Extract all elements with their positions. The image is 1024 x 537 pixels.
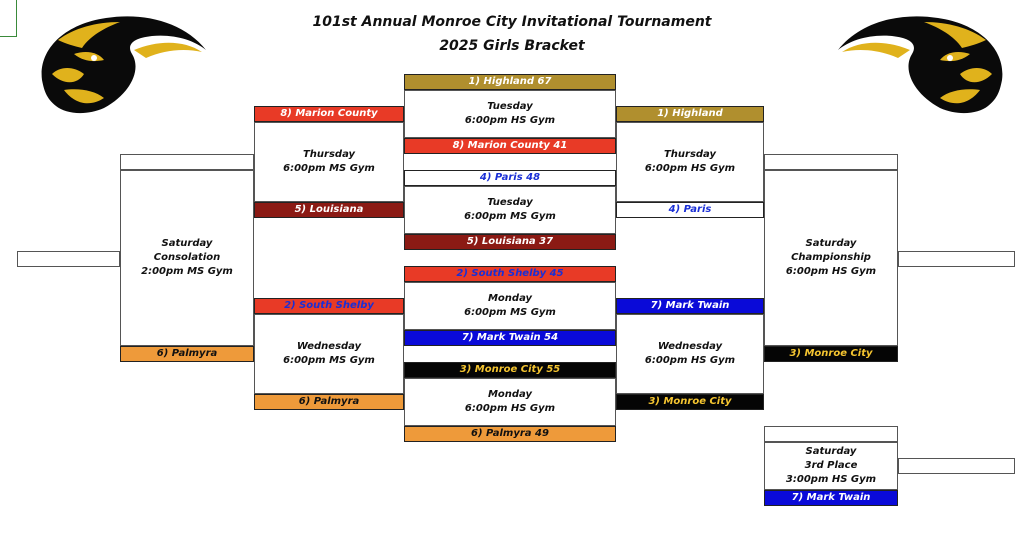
r1-game2-time: 6:00pm MS Gym xyxy=(464,211,556,222)
cons-semi1-time: 6:00pm MS Gym xyxy=(283,163,375,174)
corner-frame xyxy=(0,0,17,37)
r1-game2-team-top: 4) Paris 48 xyxy=(404,170,616,186)
win-semi2-team-a: 7) Mark Twain xyxy=(616,298,764,314)
win-semi1-team-b: 4) Paris xyxy=(616,202,764,218)
cons-semi1-day: Thursday xyxy=(302,149,356,160)
cons-final-team-a-slot xyxy=(120,154,254,170)
win-semi1-team-a: 1) Highland xyxy=(616,106,764,122)
win-semi2-day: Wednesday xyxy=(657,341,723,352)
third-place-team-b: 7) Mark Twain xyxy=(764,490,898,506)
championship-team-b: 3) Monroe City xyxy=(764,346,898,362)
win-semi1-day: Thursday xyxy=(663,149,717,160)
r1-game4-info xyxy=(404,378,616,426)
championship-label: Championship xyxy=(791,252,871,263)
win-semi1-info xyxy=(616,122,764,202)
cons-final-label: Consolation xyxy=(153,252,221,263)
third-place-team-a-slot xyxy=(764,426,898,442)
cons-semi1-team-b: 5) Louisiana xyxy=(254,202,404,218)
r1-game3-time: 6:00pm MS Gym xyxy=(464,307,556,318)
third-place-info xyxy=(764,442,898,490)
cons-semi2-info xyxy=(254,314,404,394)
win-semi2-team-b: 3) Monroe City xyxy=(616,394,764,410)
panther-logo-right-icon xyxy=(830,10,1010,120)
cons-semi2-team-a: 2) South Shelby xyxy=(254,298,404,314)
cons-semi1-info xyxy=(254,122,404,202)
championship-team-a-slot xyxy=(764,154,898,170)
third-place-time: 3:00pm HS Gym xyxy=(785,474,877,485)
r1-game4-team-bottom: 6) Palmyra 49 xyxy=(404,426,616,442)
third-place-winner-slot xyxy=(898,458,1015,474)
win-semi1-time: 6:00pm HS Gym xyxy=(644,163,736,174)
r1-game3-team-top: 2) South Shelby 45 xyxy=(404,266,616,282)
championship-info xyxy=(764,170,898,346)
r1-game4-time: 6:00pm HS Gym xyxy=(464,403,556,414)
championship-day: Saturday xyxy=(805,238,857,249)
r1-game1-time: 6:00pm HS Gym xyxy=(464,115,556,126)
championship-time: 6:00pm HS Gym xyxy=(785,266,877,277)
cons-semi2-day: Wednesday xyxy=(296,341,362,352)
panther-logo-left-icon xyxy=(34,10,214,120)
r1-game4-day: Monday xyxy=(487,389,533,400)
cons-semi2-team-b: 6) Palmyra xyxy=(254,394,404,410)
r1-game4-team-top: 3) Monroe City 55 xyxy=(404,362,616,378)
page-title: 101st Annual Monroe City Invitational Tournament xyxy=(312,14,712,30)
cons-final-info xyxy=(120,170,254,346)
r1-game1-day: Tuesday xyxy=(487,101,533,112)
cons-semi1-team-a: 8) Marion County xyxy=(254,106,404,122)
r1-game1-team-top: 1) Highland 67 xyxy=(404,74,616,90)
win-semi2-time: 6:00pm HS Gym xyxy=(644,355,736,366)
cons-champion-slot xyxy=(17,251,120,267)
cons-final-day: Saturday xyxy=(161,238,213,249)
cons-final-time: 2:00pm MS Gym xyxy=(141,266,233,277)
cons-semi2-time: 6:00pm MS Gym xyxy=(283,355,375,366)
cons-final-team-b: 6) Palmyra xyxy=(120,346,254,362)
r1-game2-team-bottom: 5) Louisiana 37 xyxy=(404,234,616,250)
win-semi2-info xyxy=(616,314,764,394)
r1-game1-team-bottom: 8) Marion County 41 xyxy=(404,138,616,154)
r1-game3-day: Monday xyxy=(487,293,533,304)
third-place-day: Saturday xyxy=(805,446,857,457)
r1-game3-info xyxy=(404,282,616,330)
champion-slot xyxy=(898,251,1015,267)
r1-game2-day: Tuesday xyxy=(487,197,533,208)
third-place-label: 3rd Place xyxy=(804,460,858,471)
page-subtitle: 2025 Girls Bracket xyxy=(439,38,585,54)
r1-game1-info xyxy=(404,90,616,138)
r1-game2-info xyxy=(404,186,616,234)
r1-game3-team-bottom: 7) Mark Twain 54 xyxy=(404,330,616,346)
